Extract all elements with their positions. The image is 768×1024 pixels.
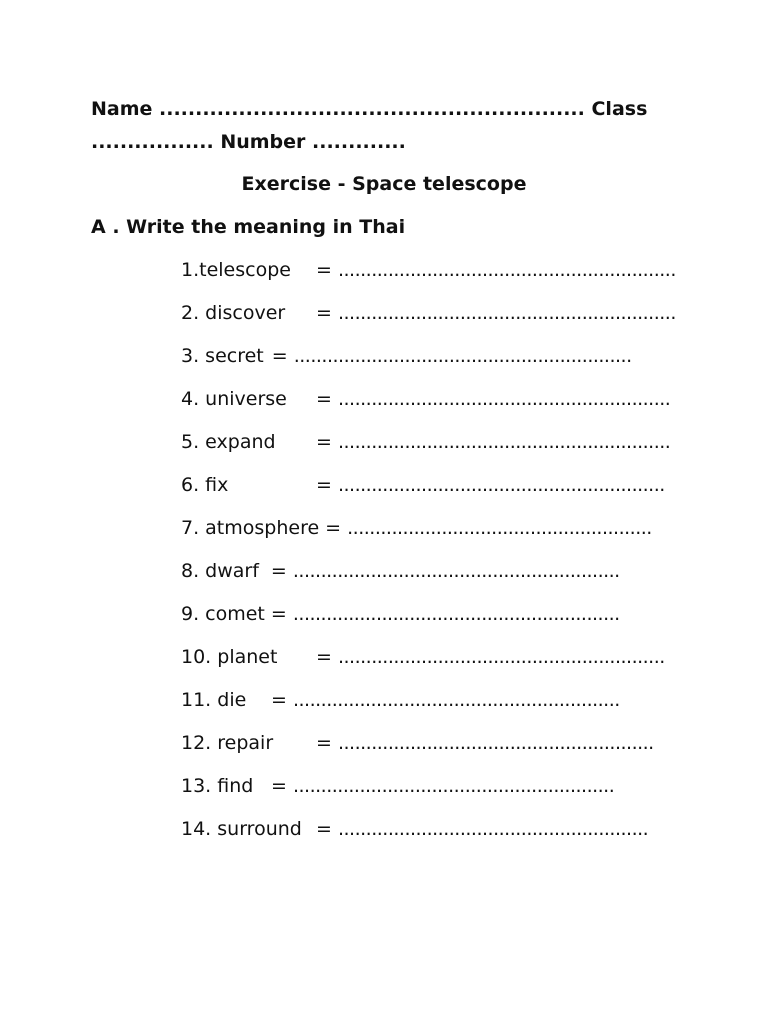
vocab-word: 1.telescope <box>181 259 291 281</box>
equals-sign: = <box>316 474 332 496</box>
equals-sign: = <box>316 302 332 324</box>
equals-sign: = <box>316 646 332 668</box>
equals-sign: = <box>270 603 287 625</box>
vocab-word: 7. atmosphere <box>181 517 320 539</box>
answer-blank: ........................................................ <box>337 818 649 840</box>
number-line: ................. Number ............. <box>91 131 406 153</box>
vocab-item <box>181 603 620 629</box>
equals-sign: = <box>316 431 332 453</box>
answer-blank: ............................................................. <box>293 345 632 367</box>
answer-blank: ......................................................... <box>337 732 654 754</box>
answer-blank: ........................................................... <box>292 603 620 625</box>
vocab-item <box>181 646 665 672</box>
vocab-item <box>181 775 614 801</box>
vocab-item <box>181 560 620 586</box>
vocab-word: 9. comet <box>181 603 265 625</box>
vocab-item <box>181 818 648 844</box>
equals-sign: = <box>316 259 332 281</box>
vocab-word: 4. universe <box>181 388 287 410</box>
equals-sign: = <box>271 689 287 711</box>
answer-blank: ....................................................... <box>347 517 652 539</box>
vocab-word: 5. expand <box>181 431 276 453</box>
vocab-word: 11. die <box>181 689 247 711</box>
equals-sign: = <box>271 775 287 797</box>
answer-blank: ........................................................... <box>337 646 665 668</box>
vocab-word: 3. secret <box>181 345 264 367</box>
vocab-item <box>181 474 665 500</box>
vocab-word: 12. repair <box>181 732 274 754</box>
page-title: Exercise - Space telescope <box>241 173 527 195</box>
equals-sign: = <box>325 517 342 539</box>
vocab-word: 10. planet <box>181 646 278 668</box>
equals-sign: = <box>271 345 288 367</box>
vocab-item <box>181 259 676 285</box>
vocab-word: 2. discover <box>181 302 286 324</box>
vocab-word: 8. dwarf <box>181 560 259 582</box>
vocab-word: 14. surround <box>181 818 302 840</box>
answer-blank: .......................................................... <box>292 775 615 797</box>
vocab-item <box>181 431 670 457</box>
answer-blank: ........................................................... <box>337 474 665 496</box>
vocab-word: 6. fix <box>181 474 229 496</box>
answer-blank: ............................................................. <box>337 259 676 281</box>
name-class-line: Name ........................................................... Class <box>91 98 648 120</box>
answer-blank: ............................................................. <box>337 302 676 324</box>
section-a-heading: A . Write the meaning in Thai <box>91 216 406 238</box>
vocab-item <box>181 689 620 715</box>
vocab-item <box>181 302 676 328</box>
vocab-word: 13. find <box>181 775 254 797</box>
answer-blank: ........................................................... <box>292 560 620 582</box>
answer-blank: ............................................................ <box>337 388 671 410</box>
equals-sign: = <box>270 560 287 582</box>
vocab-item <box>181 345 632 371</box>
vocab-item <box>181 732 654 758</box>
equals-sign: = <box>316 388 332 410</box>
vocab-item <box>181 388 670 414</box>
equals-sign: = <box>316 818 332 840</box>
equals-sign: = <box>316 732 332 754</box>
answer-blank: ............................................................ <box>337 431 671 453</box>
vocab-item <box>181 517 652 543</box>
answer-blank: ........................................................... <box>292 689 620 711</box>
